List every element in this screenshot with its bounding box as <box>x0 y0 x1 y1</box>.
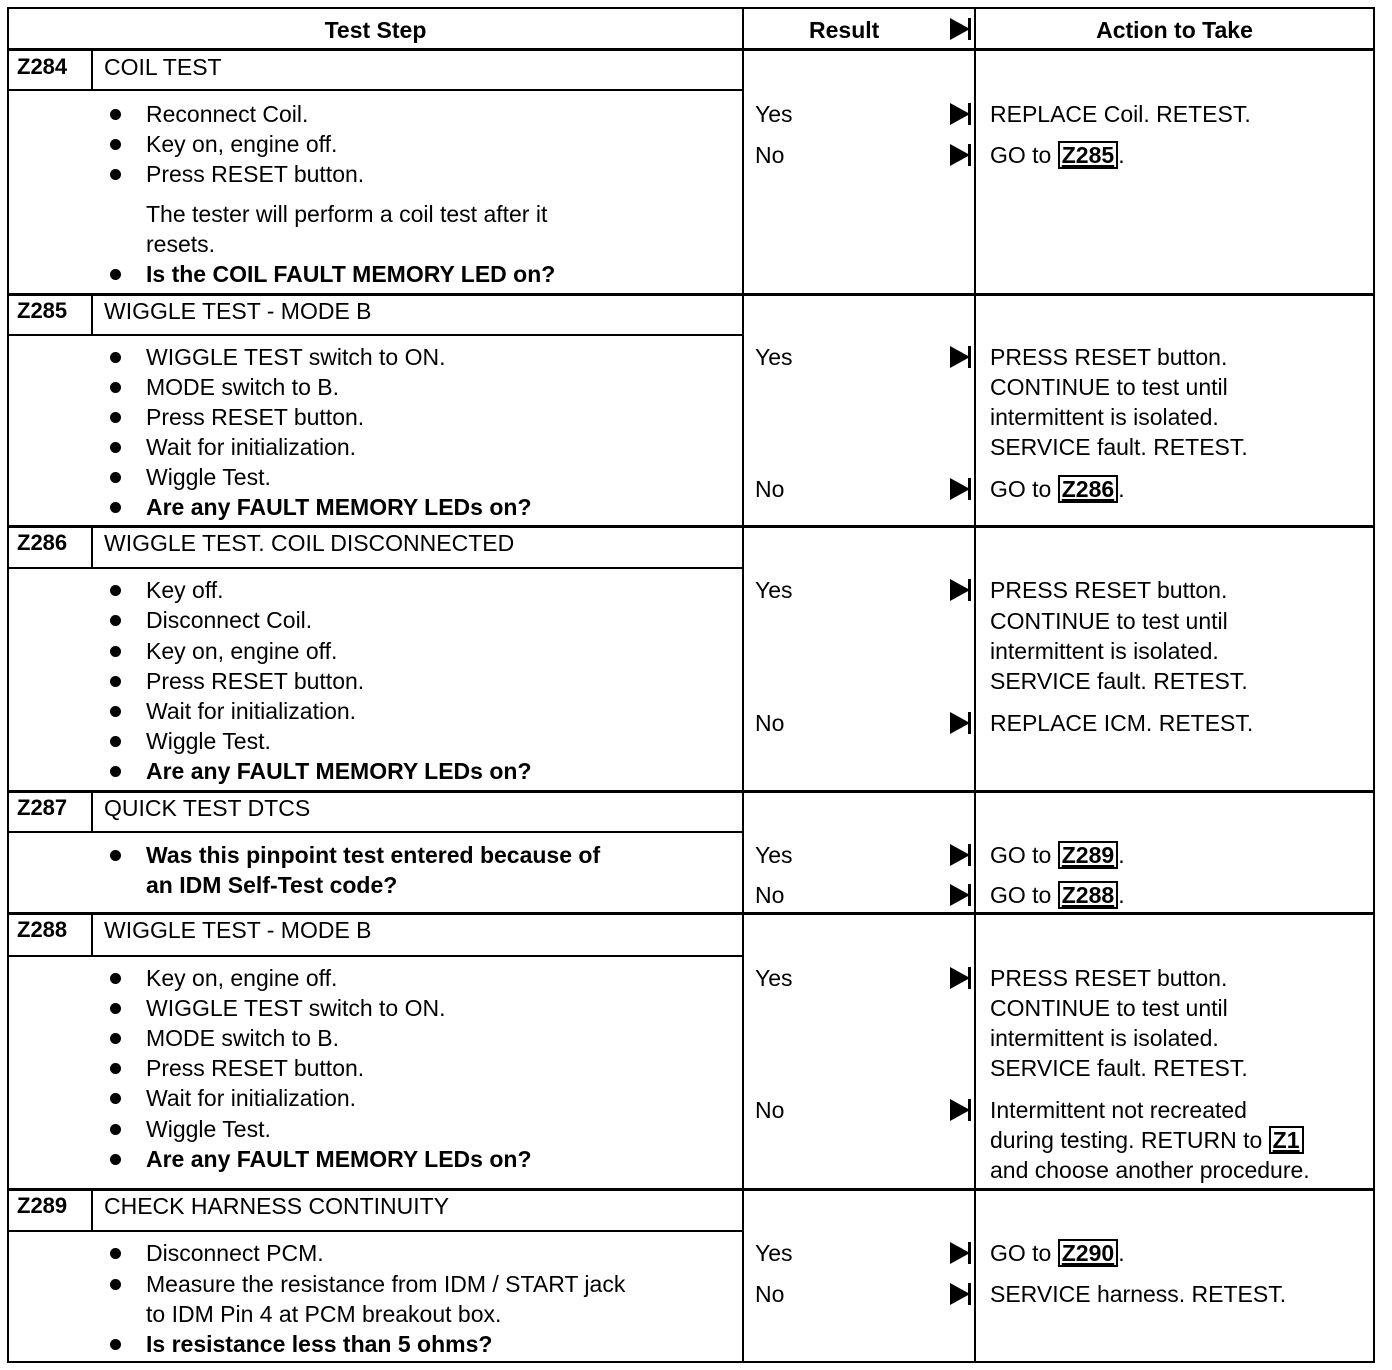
bullet-icon <box>110 1063 121 1074</box>
bullet-icon <box>110 585 121 596</box>
action-text: PRESS RESET button. <box>990 344 1228 370</box>
step-reference-link[interactable]: Z289 <box>1058 841 1118 869</box>
row-rule <box>9 293 1373 296</box>
action-text: intermittent is isolated. <box>990 404 1219 430</box>
bullet-icon <box>110 109 121 120</box>
action-text: CONTINUE to test until <box>990 995 1228 1021</box>
action-text <box>990 474 1125 504</box>
step-id: Z287 <box>17 795 68 820</box>
bullet-icon <box>110 646 121 657</box>
test-instruction: Wait for initialization. <box>146 1085 357 1111</box>
header-arrow-icon <box>950 18 970 40</box>
action-text: Intermittent not recreated <box>990 1097 1247 1123</box>
action-text: intermittent is isolated. <box>990 1025 1219 1051</box>
bullet-icon <box>110 352 121 363</box>
step-id: Z288 <box>17 917 68 942</box>
result-label-yes: Yes <box>755 842 793 868</box>
test-instruction: WIGGLE TEST switch to ON. <box>146 344 446 370</box>
arrow-icon <box>950 1099 970 1121</box>
action-suffix: . <box>1118 142 1125 168</box>
step-title: COIL TEST <box>104 54 222 80</box>
diagnostic-table <box>7 7 1375 1363</box>
bullet-icon <box>110 736 121 747</box>
bullet-icon <box>110 1339 121 1350</box>
test-instruction: Wiggle Test. <box>146 1116 271 1142</box>
result-label-yes: Yes <box>755 965 793 991</box>
action-text: CONTINUE to test until <box>990 374 1228 400</box>
bullet-icon <box>110 169 121 180</box>
bullet-icon <box>110 1154 121 1165</box>
test-instruction: Disconnect PCM. <box>146 1240 324 1266</box>
result-label-yes: Yes <box>755 577 793 603</box>
test-instruction: Measure the resistance from IDM / START jack <box>146 1271 626 1297</box>
arrow-icon <box>950 1242 970 1264</box>
bullet-icon <box>110 766 121 777</box>
test-question: Are any FAULT MEMORY LEDs on? <box>146 758 532 784</box>
row-rule <box>9 912 1373 915</box>
step-id: Z289 <box>17 1193 68 1218</box>
header-rule <box>9 48 1373 51</box>
test-instruction: Key on, engine off. <box>146 965 338 991</box>
action-text: CONTINUE to test until <box>990 608 1228 634</box>
test-instruction: Disconnect Coil. <box>146 607 313 633</box>
step-id-divider <box>91 527 93 567</box>
action-prefix: GO to <box>990 142 1052 168</box>
action-text <box>990 1238 1125 1268</box>
bullet-icon <box>110 269 121 280</box>
step-id-divider <box>91 51 93 89</box>
action-prefix: GO to <box>990 842 1052 868</box>
test-instruction: Wait for initialization. <box>146 434 357 460</box>
test-question: Are any FAULT MEMORY LEDs on? <box>146 494 532 520</box>
step-reference-link[interactable]: Z286 <box>1058 475 1118 503</box>
bullet-icon <box>110 1279 121 1290</box>
test-instruction: Key on, engine off. <box>146 638 338 664</box>
bullet-icon <box>110 382 121 393</box>
test-question: Was this pinpoint test entered because of <box>146 842 601 868</box>
test-instruction: Press RESET button. <box>146 1055 365 1081</box>
title-rule <box>9 567 742 569</box>
action-prefix: GO to <box>990 476 1052 502</box>
step-id-divider <box>91 792 93 831</box>
action-text <box>990 1125 1304 1155</box>
test-instruction: Wait for initialization. <box>146 698 357 724</box>
test-instruction: WIGGLE TEST switch to ON. <box>146 995 446 1021</box>
action-suffix: . <box>1118 882 1125 908</box>
action-text: SERVICE fault. RETEST. <box>990 1055 1248 1081</box>
test-instruction: Key off. <box>146 577 224 603</box>
result-label-yes: Yes <box>755 344 793 370</box>
test-question: an IDM Self-Test code? <box>146 872 398 898</box>
arrow-icon <box>950 712 970 734</box>
result-label-yes: Yes <box>755 1240 793 1266</box>
bullet-icon <box>110 1248 121 1259</box>
result-label-no: No <box>755 1281 785 1307</box>
test-instruction: resets. <box>146 231 216 257</box>
action-prefix: during testing. RETURN to <box>990 1127 1263 1153</box>
title-rule <box>9 334 742 336</box>
step-title: WIGGLE TEST - MODE B <box>104 917 372 943</box>
step-reference-link[interactable]: Z1 <box>1269 1126 1304 1154</box>
test-instruction: The tester will perform a coil test after it <box>146 201 548 227</box>
arrow-icon <box>950 967 970 989</box>
test-instruction: Wiggle Test. <box>146 728 271 754</box>
header-test-step: Test Step <box>324 17 427 43</box>
step-id-divider <box>91 1190 93 1230</box>
step-id-divider <box>91 295 93 334</box>
arrow-icon <box>950 884 970 906</box>
action-suffix: . <box>1118 476 1125 502</box>
action-text: and choose another procedure. <box>990 1157 1310 1183</box>
result-label-no: No <box>755 882 785 908</box>
step-id: Z285 <box>17 298 68 323</box>
arrow-icon <box>950 144 970 166</box>
test-question: Is the COIL FAULT MEMORY LED on? <box>146 261 556 287</box>
action-text: PRESS RESET button. <box>990 965 1228 991</box>
action-text: SERVICE fault. RETEST. <box>990 434 1248 460</box>
step-id: Z284 <box>17 54 68 79</box>
action-text: PRESS RESET button. <box>990 577 1228 603</box>
action-text: SERVICE fault. RETEST. <box>990 668 1248 694</box>
action-suffix: . <box>1118 1240 1125 1266</box>
test-instruction: Press RESET button. <box>146 668 365 694</box>
step-id-divider <box>91 914 93 955</box>
action-prefix: GO to <box>990 1240 1052 1266</box>
step-title: CHECK HARNESS CONTINUITY <box>104 1193 450 1219</box>
test-instruction: Reconnect Coil. <box>146 101 309 127</box>
step-reference-link[interactable]: Z288 <box>1058 881 1118 909</box>
arrow-icon <box>950 103 970 125</box>
test-question: Is resistance less than 5 ohms? <box>146 1331 493 1357</box>
test-instruction: Press RESET button. <box>146 404 365 430</box>
row-rule <box>9 790 1373 793</box>
action-suffix: . <box>1118 842 1125 868</box>
arrow-icon <box>950 844 970 866</box>
action-text: intermittent is isolated. <box>990 638 1219 664</box>
test-instruction: Key on, engine off. <box>146 131 338 157</box>
action-text <box>990 840 1125 870</box>
bullet-icon <box>110 412 121 423</box>
bullet-icon <box>110 706 121 717</box>
test-instruction: Wiggle Test. <box>146 464 271 490</box>
step-title: WIGGLE TEST - MODE B <box>104 298 372 324</box>
step-title: QUICK TEST DTCS <box>104 795 311 821</box>
arrow-icon <box>950 579 970 601</box>
title-rule <box>9 89 742 91</box>
arrow-icon <box>950 1283 970 1305</box>
test-instruction: Press RESET button. <box>146 161 365 187</box>
step-reference-link[interactable]: Z285 <box>1058 141 1118 169</box>
row-rule <box>9 1188 1373 1191</box>
test-instruction: to IDM Pin 4 at PCM breakout box. <box>146 1301 502 1327</box>
bullet-icon <box>110 615 121 626</box>
bullet-icon <box>110 973 121 984</box>
step-title: WIGGLE TEST. COIL DISCONNECTED <box>104 530 515 556</box>
action-prefix: GO to <box>990 882 1052 908</box>
bullet-icon <box>110 850 121 861</box>
bullet-icon <box>110 139 121 150</box>
arrow-icon <box>950 478 970 500</box>
bullet-icon <box>110 472 121 483</box>
bullet-icon <box>110 442 121 453</box>
column-divider-result <box>742 9 744 1361</box>
result-label-no: No <box>755 476 785 502</box>
row-rule <box>9 525 1373 528</box>
title-rule <box>9 955 742 957</box>
bullet-icon <box>110 1033 121 1044</box>
result-label-yes: Yes <box>755 101 793 127</box>
arrow-icon <box>950 346 970 368</box>
action-text: REPLACE ICM. RETEST. <box>990 710 1254 736</box>
bullet-icon <box>110 502 121 513</box>
bullet-icon <box>110 1003 121 1014</box>
column-divider-action <box>974 9 976 1361</box>
result-label-no: No <box>755 1097 785 1123</box>
action-text <box>990 140 1125 170</box>
step-id: Z286 <box>17 530 68 555</box>
result-label-no: No <box>755 142 785 168</box>
title-rule <box>9 831 742 833</box>
bullet-icon <box>110 1124 121 1135</box>
bullet-icon <box>110 676 121 687</box>
bullet-icon <box>110 1093 121 1104</box>
result-label-no: No <box>755 710 785 736</box>
test-question: Are any FAULT MEMORY LEDs on? <box>146 1146 532 1172</box>
step-reference-link[interactable]: Z290 <box>1058 1239 1118 1267</box>
action-text: SERVICE harness. RETEST. <box>990 1281 1287 1307</box>
action-text <box>990 880 1125 910</box>
test-instruction: MODE switch to B. <box>146 374 339 400</box>
test-instruction: MODE switch to B. <box>146 1025 339 1051</box>
action-text: REPLACE Coil. RETEST. <box>990 101 1251 127</box>
title-rule <box>9 1230 742 1232</box>
header-result: Result <box>809 17 880 43</box>
header-action: Action to Take <box>1096 17 1253 43</box>
